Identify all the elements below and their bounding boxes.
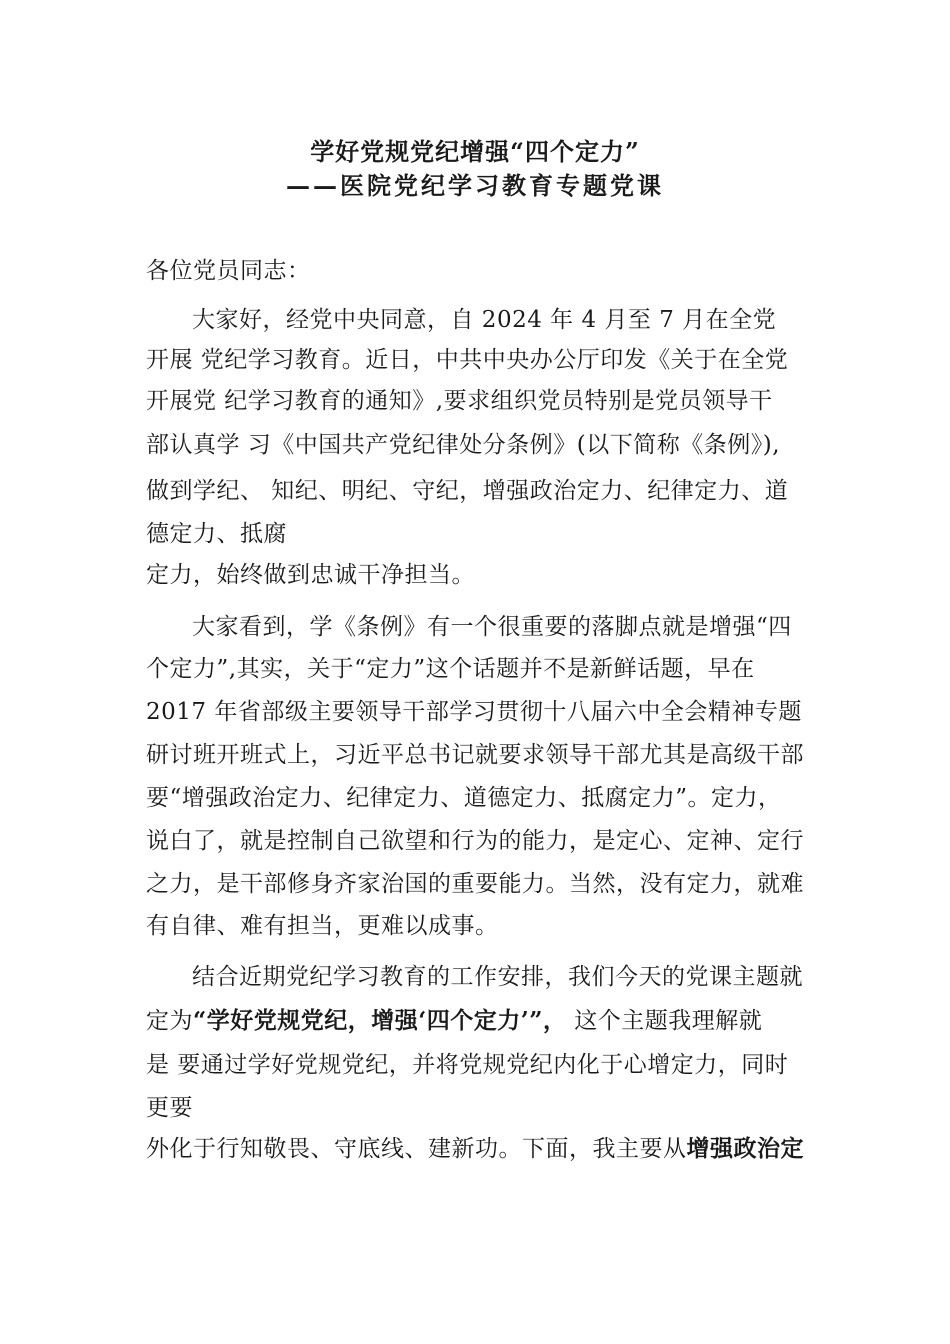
- salutation: 各位党员同志：: [146, 258, 311, 284]
- paragraph-1-line-3: 开展党 纪学习教育的通知》,要求组织党员特别是党员领导干: [146, 388, 773, 414]
- paragraph-3-line-3: 是 要通过学好党规党纪，并将党规党纪内化于心增定力，同时: [146, 1052, 789, 1078]
- paragraph-1-line-5: 做到学纪、 知纪、明纪、守纪，增强政治定力、纪律定力、道: [146, 478, 789, 504]
- paragraph-3-line-2-suffix: 这个主题我理解就: [566, 1008, 763, 1034]
- document-subtitle: ——医院党纪学习教育专题党课: [286, 171, 664, 200]
- paragraph-3-line-4: 更要: [146, 1095, 193, 1121]
- lecture-theme-quote: “学好党规党纪，增强‘四个定力’”，: [193, 1007, 567, 1034]
- paragraph-2-line-3: 2017 年省部级主要领导干部学习贯彻十八届六中全会精神专题: [146, 699, 802, 725]
- paragraph-3-line-5-text: 外化于行知敬畏、守底线、建新功。下面，我主要从: [146, 1136, 687, 1162]
- paragraph-1-line-2: 开展 党纪学习教育。近日，中共中央办公厅印发《关于在全党: [146, 347, 789, 373]
- paragraph-1-line-4: 部认真学 习《中国共产党纪律处分条例》(以下简称《条例》),: [146, 432, 781, 458]
- paragraph-2-line-2: 个定力”,其实，关于“定力”这个话题并不是新鲜话题，早在: [146, 656, 755, 682]
- paragraph-1-line-1: 大家好，经党中央同意，自 2024 年 4 月至 7 月在全党: [192, 307, 777, 333]
- paragraph-2-line-7: 之力，是干部修身齐家治国的重要能力。当然，没有定力，就难: [146, 871, 804, 897]
- paragraph-3-line-1: 结合近期党纪学习教育的工作安排，我们今天的党课主题就: [192, 964, 803, 990]
- paragraph-2-line-6: 说白了，就是控制自己欲望和行为的能力，是定心、定神、定行: [146, 828, 804, 854]
- paragraph-1-line-6: 德定力、抵腐: [146, 521, 287, 547]
- paragraph-3-line-5: [146, 1134, 804, 1164]
- document-title: 学好党规党纪增强“四个定力”: [310, 137, 640, 166]
- paragraph-1-line-7: 定力，始终做到忠诚干净担当。: [146, 562, 475, 588]
- paragraph-3-line-2: [146, 1006, 762, 1036]
- paragraph-2-line-8: 有自律、难有担当，更难以成事。: [146, 913, 499, 939]
- paragraph-2-line-4: 研讨班开班式上，习近平总书记就要求领导干部尤其是高级干部: [146, 742, 804, 768]
- emphasis-political-stability: 增强政治定: [686, 1135, 804, 1162]
- paragraph-2-line-5: 要“增强政治定力、纪律定力、道德定力、抵腐定力”。定力，: [146, 785, 782, 811]
- paragraph-3-line-2-prefix: 定为: [146, 1008, 193, 1034]
- paragraph-2-line-1: 大家看到，学《条例》有一个很重要的落脚点就是增强“四: [192, 614, 792, 640]
